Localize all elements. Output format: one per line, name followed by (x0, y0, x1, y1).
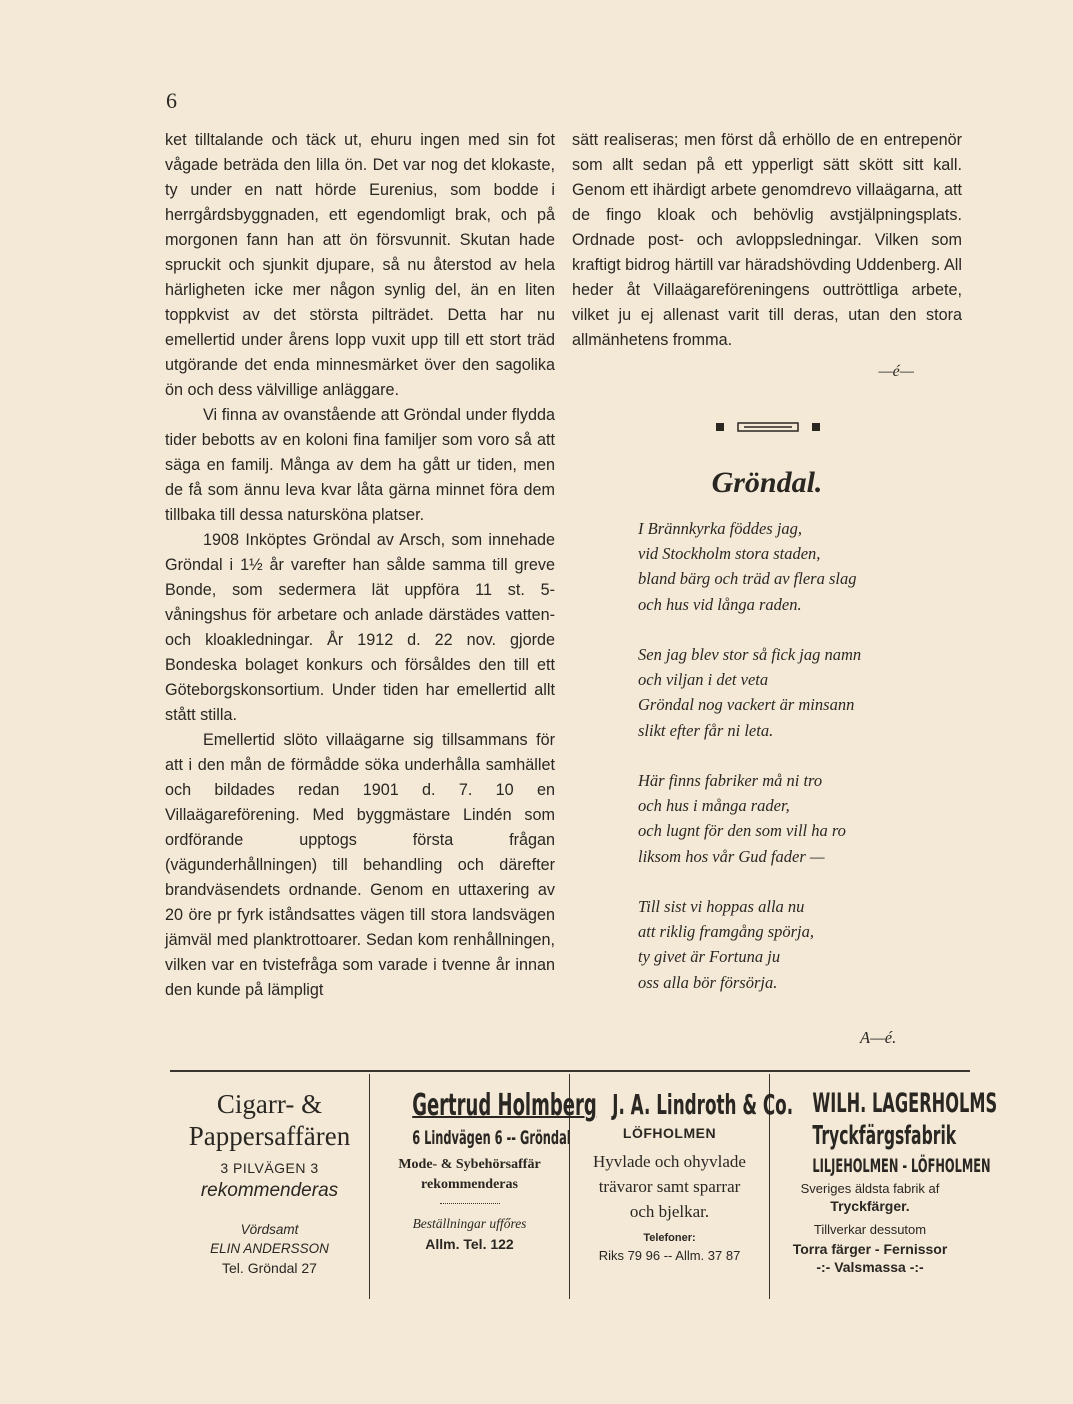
ad-text-line: trävaror samt sparrar (598, 1177, 741, 1196)
poem-stanza (638, 642, 958, 743)
page-number: 6 (166, 88, 177, 113)
poem-title: Gröndal. (711, 466, 823, 499)
ad-tagline: rekommenderas (421, 1177, 518, 1192)
ad-lindroth (570, 1074, 794, 1299)
poem-line: Till sist vi hoppas alla nu (638, 897, 805, 916)
ad-text: Beställningar uffőres (412, 1216, 527, 1231)
poem-stanza (638, 894, 958, 995)
ad-telephone-label: Telefoner: (643, 1232, 696, 1244)
ad-cigarr-pappersaffaren (170, 1074, 370, 1299)
poem-line: ty givet är Fortuna ju (638, 947, 781, 967)
advertisement-strip (170, 1074, 998, 1299)
poem-line: bland bärg och träd av flera slag (638, 569, 857, 589)
ad-telephone: Allm. Tel. 122 (425, 1236, 514, 1252)
ad-subheading: Tryckfärgsfabrik (812, 1121, 957, 1151)
poem-line: att riklig framgång spörja, (638, 922, 815, 942)
paragraph: ket tilltalande och täck ut, ehuru ingen med sin fot vågade beträda den lilla ön. Det var nog det klokaste, ty under en natt hörde Eurenius, som bodde i herrgårdsbyggnaden, ett egendomligt brak, och på morgonen fann han att ön försvunnit. Skutan hade spruckit och sjunkit djupare, så nu återstod av hela härligheten icke mer någon synlig del, än en liten toppkvist av det största pilträdet. Detta har nu emellertid under årens lopp vuxit upp till ett stort träd utgörande det enda minnesmärket över den sagolika ön och dess välvillige anläggare. (165, 131, 555, 399)
ad-location: LÖFHOLMEN (622, 1125, 717, 1141)
poem-line: och hus vid långa raden. (638, 594, 802, 614)
ad-text: Torra färger - Fernissor (792, 1241, 948, 1257)
ad-heading: Gertrud Holmberg (412, 1088, 597, 1123)
ad-text-line: Hyvlade och ohyvlade (593, 1152, 746, 1171)
paragraph: Vi finna av ovanstående att Gröndal under flydda tider bebotts av en koloni fina familjer som voro så att säga en familj. Många av dem ha gått ur tiden, men de få som ännu leva kvar låta gärna minnet föra dem tillbaka till dessa natursköna platser. (165, 406, 555, 524)
poem-line: och hus i många rader, (638, 796, 790, 816)
poem-line: Gröndal nog vackert är minsann (638, 695, 855, 715)
ad-heading: Pappersaffären (188, 1121, 351, 1151)
ad-owner: ELIN ANDERSSON (210, 1241, 329, 1256)
ad-heading: Cigarr- & (216, 1089, 323, 1119)
poem-stanza (638, 516, 958, 617)
poem-line: och viljan i det veta (638, 670, 769, 690)
ad-text: Tillverkar dessutom (813, 1222, 927, 1237)
paragraph: Emellertid slöto villaägarne sig tillsammans för att i den mån de förmådde söka underhålla samhället och bildades redan 1901 d. 7. 10 en Villaägareförening. Med byggmästare Lindén som ordförande upptogs första frågan (vägunderhållningen) till behandling och därefter brandväsendets ordnande. Genom en uttaxering av 20 öre pr fyrk iståndsattes vägen till stora landsvägen jämväl med planktrottoarer. Sedan kom renhållningen, vilken var en tvistefråga som varade i tvenne år innan den kunde på lämpligt (165, 731, 555, 999)
left-column (165, 128, 555, 1003)
article-signature: —é— (878, 363, 914, 380)
paragraph: sätt realiseras; men först då erhöllo de en entrepenör som allt sedan på ett ypperligt sätt skött sitt kall. Genom ett ihärdigt arbete genomdrevo villaägarna, att de fingo kloak och behövlig avstjälpningsplats. Ordnade post- och avloppsledningar. Vilken som kraftigt bidrog härtill var häradshövding Uddenberg. All heder åt Villaägareföreningens outtröttliga arbete, vilket ju ej allenast varit till deras, utan den stora allmänhetens fromma. (572, 131, 962, 349)
poem-line: slikt efter får ni leta. (638, 720, 774, 740)
ad-text: Sveriges äldsta fabrik af (800, 1181, 940, 1196)
ad-heading: J. A. Lindroth & Co. (612, 1088, 794, 1121)
poem (638, 516, 958, 1020)
ad-address: 3 PILVÄGEN 3 (220, 1160, 319, 1176)
poem-line: vid Stockholm stora staden, (638, 544, 821, 564)
ad-text (574, 1149, 765, 1224)
paragraph: 1908 Inköptes Gröndal av Arsch, som innehade Gröndal i 1½ år varefter han sålde samma till greve Bonde, som sedermera lät uppföra 11 st. 5-våningshus för arbetare och anlade därstädes vatten- och kloakledningar. År 1912 d. 22 nov. gjorde Bondeska bolaget konkurs och försåldes den till ett Göteborgskonsortium. Under tiden har emellertid allt stått stilla. (165, 531, 555, 724)
right-column (572, 128, 962, 384)
ad-heading: WILH. LAGERHOLMS (812, 1088, 998, 1119)
ad-tagline: rekommenderas (200, 1180, 339, 1201)
ad-text: Mode- & Sybehörsaffär (398, 1157, 541, 1172)
poem-line: liksom hos vår Gud fader — (638, 846, 825, 866)
poem-stanza (638, 768, 958, 869)
poem-line: oss alla bör försörja. (638, 972, 778, 992)
dotted-divider (440, 1203, 500, 1204)
ad-text: Vördsamt (240, 1222, 299, 1237)
poem-line: Här finns fabriker må ni tro (638, 771, 823, 790)
ad-location: LILJEHOLMEN - LÖFHOLMEN (812, 1155, 991, 1177)
ornament-divider (714, 420, 824, 434)
poem-line: Sen jag blev stor så fick jag namn (638, 645, 862, 664)
ad-text: Tryckfärger. (830, 1198, 910, 1214)
ads-top-rule (170, 1070, 970, 1072)
ad-gertrud-holmberg (370, 1074, 597, 1299)
ad-lagerholms (770, 1074, 998, 1299)
ad-text-line: och bjelkar. (629, 1202, 710, 1221)
ad-telephone: Tel. Gröndal 27 (222, 1260, 317, 1276)
poem-signature: A—é. (860, 1028, 897, 1047)
poem-line: I Brännkyrka föddes jag, (638, 519, 803, 538)
ad-text: -:- Valsmassa -:- (816, 1259, 924, 1275)
ad-telephone: Riks 79 96 -- Allm. 37 87 (598, 1248, 741, 1263)
ad-address: 6 Lindvägen 6 -- Gröndal (412, 1127, 571, 1149)
poem-line: och lugnt för den som vill ha ro (638, 821, 846, 841)
